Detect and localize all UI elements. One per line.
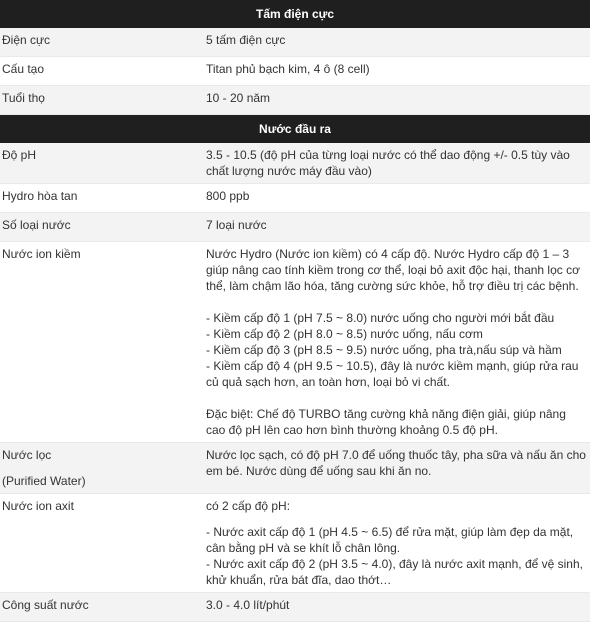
row-label [0,443,202,494]
row-value: 3.0 - 4.0 lít/phút [202,593,590,622]
alkaline-intro: Nước Hydro (Nước ion kiềm) có 4 cấp độ. Nước Hydro cấp độ 1 – 3 giúp nâng cao tính kiềm trong cơ thể, loại bỏ axit độc hại, thanh lọc cơ thể, làm chậm lão hóa, tăng cường sức khỏe, hỗ trợ điều trị các bệnh. [206,247,580,293]
section-title: Tấm điện cực [0,0,590,28]
alkaline-description [202,242,590,443]
alkaline-level: - Kiềm cấp độ 4 (pH 9.5 ~ 10.5), đây là nước kiềm mạnh, giúp rửa rau củ quả sạch hơn, an toàn hơn, loại bỏ vi chất. [206,359,579,389]
acidic-intro: có 2 cấp độ pH: [206,499,291,513]
row-label: Cấu tạo [0,57,202,86]
row-label: Nước ion axit [0,494,202,593]
table-row [0,143,590,184]
row-value: 800 ppb [202,184,590,213]
section-header-output-water [0,115,590,144]
table-row [0,184,590,213]
row-value: Nước lọc sạch, có độ pH 7.0 để uống thuốc tây, pha sữa và nấu ăn cho em bé. Nước dùng để uống sau khi ăn no. [202,443,590,494]
acidic-level: - Nước axit cấp độ 2 (pH 3.5 ~ 4.0), đây là nước axit mạnh, để vệ sinh, khử khuẩn, rửa bát đĩa, dao thớt… [206,557,583,587]
table-row-purified [0,443,590,494]
table-row-acidic [0,494,590,593]
row-value: 3.5 - 10.5 (độ pH của từng loại nước có thể dao động +/- 0.5 tùy vào chất lượng nước máy đầu vào) [202,143,590,184]
alkaline-level: - Kiềm cấp độ 2 (pH 8.0 ~ 8.5) nước uống, nấu cơm [206,327,483,341]
acidic-level: - Nước axit cấp độ 1 (pH 4.5 ~ 6.5) để rửa mặt, giúp làm đẹp da mặt, cân bằng pH và se khít lỗ chân lông. [206,525,574,555]
row-value: 7 loại nước [202,213,590,242]
row-label: Công suất nước [0,593,202,622]
row-label: Số loại nước [0,213,202,242]
row-label: Hydro hòa tan [0,184,202,213]
alkaline-level: - Kiềm cấp độ 1 (pH 7.5 ~ 8.0) nước uống cho người mới bắt đầu [206,311,555,325]
alkaline-level: - Kiềm cấp độ 3 (pH 8.5 ~ 9.5) nước uống, pha trà,nấu súp và hầm [206,343,562,357]
section-title: Nước đầu ra [0,115,590,144]
purified-label: Nước lọc [2,448,52,462]
purified-sublabel: (Purified Water) [2,474,86,488]
table-row [0,86,590,115]
row-value: 10 - 20 năm [202,86,590,115]
row-value: 5 tấm điện cực [202,28,590,57]
table-row-power [0,593,590,622]
row-label: Tuổi thọ [0,86,202,115]
alkaline-note: Đặc biệt: Chế độ TURBO tăng cường khả năng điện giải, giúp nâng cao độ pH lên cao hơn bình thường khoảng 0.5 độ pH. [206,407,566,437]
row-label: Độ pH [0,143,202,184]
table-row [0,213,590,242]
table-row [0,57,590,86]
acidic-description [202,494,590,593]
row-label: Nước ion kiềm [0,242,202,443]
table-row-alkaline [0,242,590,443]
section-header-electrode [0,0,590,28]
row-value: Titan phủ bạch kim, 4 ô (8 cell) [202,57,590,86]
row-label: Điện cực [0,28,202,57]
table-row [0,28,590,57]
